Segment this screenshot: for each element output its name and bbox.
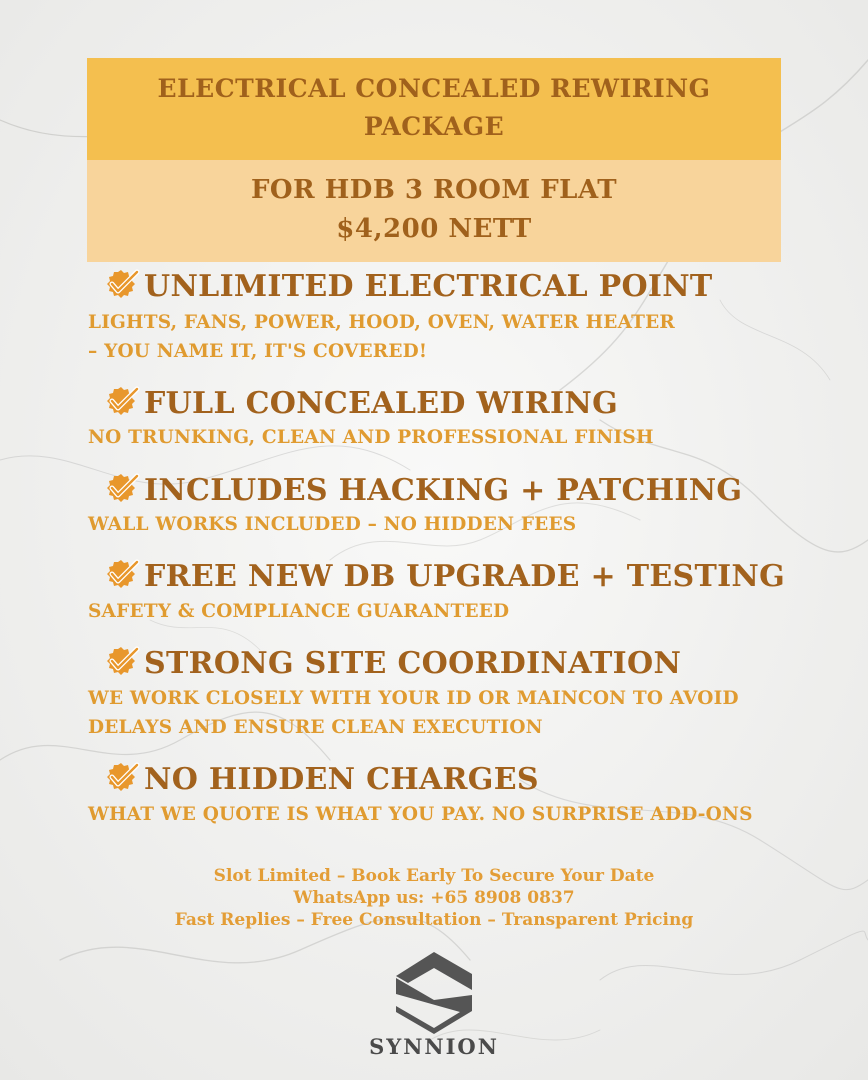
feature-desc-line: WALL WORKS INCLUDED – NO HIDDEN FEES xyxy=(88,514,577,535)
check-badge-icon xyxy=(100,472,140,508)
feature-description xyxy=(88,597,509,626)
package-subtitle: FOR HDB 3 ROOM FLAT xyxy=(250,175,618,205)
check-badge-icon xyxy=(100,385,140,421)
feature-heading xyxy=(100,761,539,797)
feature-heading xyxy=(100,645,681,681)
package-title-line1: ELECTRICAL CONCEALED REWIRING xyxy=(157,74,711,103)
feature-desc-line: DELAYS AND ENSURE CLEAN EXECUTION xyxy=(88,717,543,738)
footer-slot-notice: Slot Limited – Book Early To Secure Your Date xyxy=(213,866,655,886)
check-badge-icon xyxy=(100,558,140,594)
check-badge-icon xyxy=(100,761,140,797)
feature-desc-line: WHAT WE QUOTE IS WHAT YOU PAY. NO SURPRISE ADD-ONS xyxy=(88,804,753,825)
feature-desc-line: NO TRUNKING, CLEAN AND PROFESSIONAL FINISH xyxy=(88,427,654,448)
feature-title: INCLUDES HACKING + PATCHING xyxy=(144,472,743,508)
feature-title: FULL CONCEALED WIRING xyxy=(144,385,618,421)
feature-description xyxy=(88,423,654,452)
brand-wordmark: SYNNION xyxy=(369,1034,499,1059)
check-badge-icon xyxy=(100,268,140,304)
feature-desc-line: WE WORK CLOSELY WITH YOUR ID OR MAINCON TO AVOID xyxy=(88,688,739,709)
feature-title: FREE NEW DB UPGRADE + TESTING xyxy=(144,558,786,594)
feature-heading xyxy=(100,472,742,508)
feature-title: NO HIDDEN CHARGES xyxy=(144,761,539,797)
feature-title: UNLIMITED ELECTRICAL POINT xyxy=(144,268,713,304)
feature-desc-line: SAFETY & COMPLIANCE GUARANTEED xyxy=(88,601,510,622)
feature-description xyxy=(88,510,576,539)
package-title-line2: PACKAGE xyxy=(363,112,505,141)
footer-whatsapp[interactable]: WhatsApp us: +65 8908 0837 xyxy=(293,888,575,908)
feature-heading xyxy=(100,385,618,421)
check-badge-icon xyxy=(100,645,140,681)
package-price-band xyxy=(87,160,781,262)
package-title-band xyxy=(87,58,781,160)
feature-heading xyxy=(100,558,785,594)
feature-description xyxy=(88,800,753,829)
synnion-s-logo-icon xyxy=(394,950,474,1036)
footer-benefits: Fast Replies – Free Consultation – Transparent Pricing xyxy=(174,910,694,930)
package-price: $4,200 NETT xyxy=(336,214,532,244)
feature-desc-line: LIGHTS, FANS, POWER, HOOD, OVEN, WATER HEATER xyxy=(88,312,675,333)
feature-heading xyxy=(100,268,713,304)
feature-description xyxy=(88,308,675,366)
feature-description xyxy=(88,684,739,742)
feature-desc-line: – YOU NAME IT, IT'S COVERED! xyxy=(88,341,428,362)
feature-title: STRONG SITE COORDINATION xyxy=(144,645,682,681)
